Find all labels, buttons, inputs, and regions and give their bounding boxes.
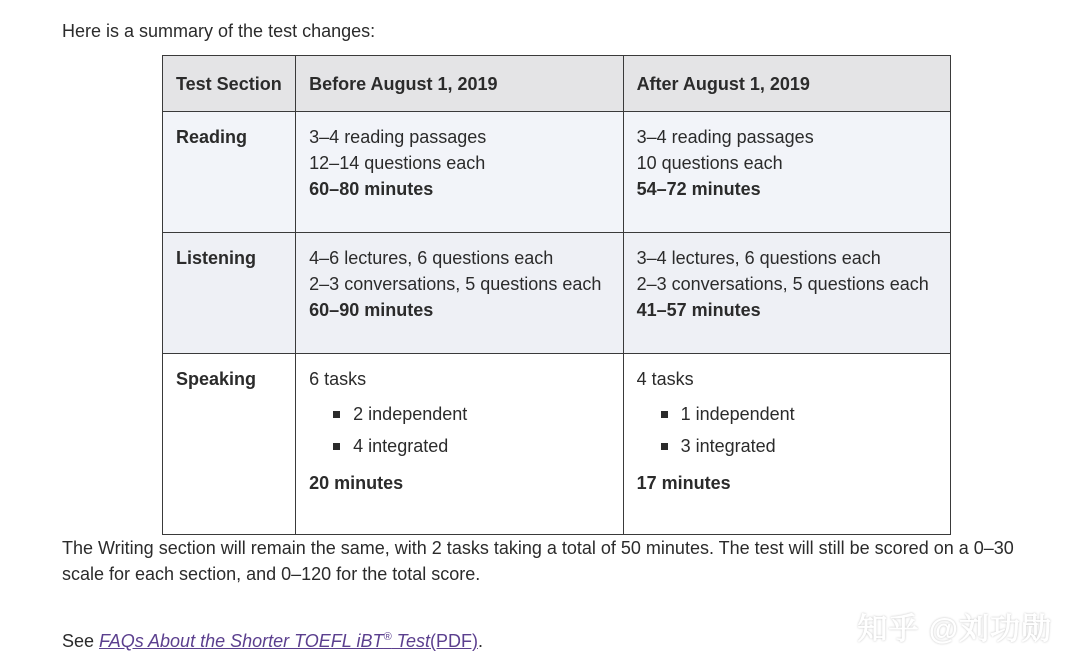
reading-before-questions: 12–14 questions each <box>309 153 486 173</box>
intro-text: Here is a summary of the test changes: <box>62 21 376 41</box>
square-bullet-icon <box>333 411 340 418</box>
see-faq-line <box>62 624 483 654</box>
listening-before-conversations: 2–3 conversations, 5 questions each <box>309 274 602 294</box>
faq-link[interactable]: FAQs About the Shorter TOEFL iBT® Test <box>99 631 430 651</box>
pdf-link[interactable]: (PDF) <box>429 631 478 651</box>
list-item: 3 integrated <box>661 430 937 462</box>
table-row-listening <box>163 233 951 354</box>
header-test-section: Test Section <box>163 56 296 112</box>
reading-after-passages: 3–4 reading passages <box>636 127 814 147</box>
section-name: Reading <box>163 112 296 233</box>
reading-before-cell <box>296 112 623 233</box>
listening-after-cell <box>623 233 950 354</box>
speaking-after-tasks: 4 tasks <box>636 369 694 389</box>
speaking-after-cell <box>623 354 950 535</box>
section-name: Speaking <box>163 354 296 535</box>
speaking-before-duration: 20 minutes <box>309 473 404 493</box>
square-bullet-icon <box>333 443 340 450</box>
list-item: 1 independent <box>661 398 937 430</box>
speaking-before-task-list <box>309 398 609 462</box>
header-after: After August 1, 2019 <box>623 56 950 112</box>
listening-before-cell <box>296 233 623 354</box>
reading-after-cell <box>623 112 950 233</box>
see-prefix: See <box>62 631 100 651</box>
reading-before-duration: 60–80 minutes <box>309 179 434 199</box>
speaking-after-duration: 17 minutes <box>636 473 731 493</box>
see-suffix: . <box>477 631 483 651</box>
header-before: Before August 1, 2019 <box>296 56 623 112</box>
reading-before-passages: 3–4 reading passages <box>309 127 487 147</box>
table-header-row <box>163 56 951 112</box>
test-changes-table <box>162 55 951 535</box>
watermark: 知乎 @刘功勋 <box>857 613 1052 646</box>
listening-before-duration: 60–90 minutes <box>309 300 434 320</box>
listening-before-lectures: 4–6 lectures, 6 questions each <box>309 248 554 268</box>
reading-after-questions: 10 questions each <box>636 153 783 173</box>
speaking-before-cell <box>296 354 623 535</box>
speaking-before-tasks: 6 tasks <box>309 369 367 389</box>
section-name: Listening <box>163 233 296 354</box>
table-row-speaking <box>163 354 951 535</box>
speaking-after-task-list <box>637 398 937 462</box>
list-item: 4 integrated <box>333 430 609 462</box>
registered-mark: ® <box>383 631 392 643</box>
table-row-reading <box>163 112 951 233</box>
listening-after-duration: 41–57 minutes <box>636 300 761 320</box>
listening-after-lectures: 3–4 lectures, 6 questions each <box>636 248 881 268</box>
reading-after-duration: 54–72 minutes <box>636 179 761 199</box>
list-item: 2 independent <box>333 398 609 430</box>
listening-after-conversations: 2–3 conversations, 5 questions each <box>636 274 929 294</box>
square-bullet-icon <box>661 411 668 418</box>
writing-note: The Writing section will remain the same, with 2 tasks taking a total of 50 minutes. The test will still be scored on a 0–30 scale for each section, and 0–120 for the total score. <box>62 538 1014 584</box>
square-bullet-icon <box>661 443 668 450</box>
